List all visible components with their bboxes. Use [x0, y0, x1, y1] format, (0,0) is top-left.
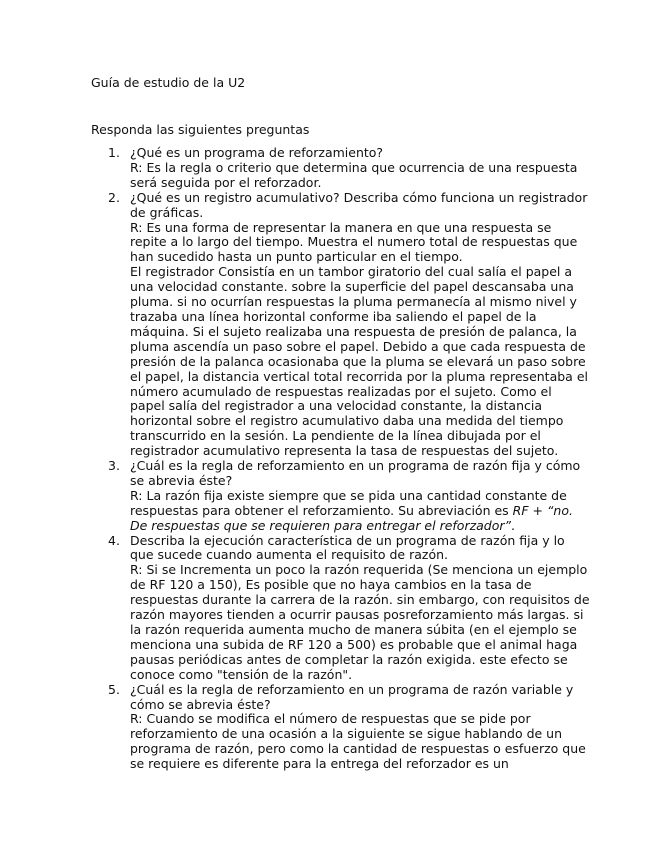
answer-line: repite a lo largo del tiempo. Muestra el numero total de respuestas que	[130, 234, 578, 250]
answer-line: de RF 120 a 150), Es posible que no haya cambios en la tasa de	[130, 577, 532, 593]
answer-line: pausas periódicas antes de completar la razón exigida. este efecto se	[130, 651, 568, 667]
abbreviation-text: RF + “no.	[512, 502, 573, 518]
answer-line: El registrador Consistía en un tambor giratorio del cual salía el papel a	[130, 264, 573, 280]
answer-line: han sucedido hasta un punto particular en el tiempo.	[130, 249, 463, 265]
answer-line: menciona una subida de RF 120 a 500) es probable que el animal haga	[130, 636, 578, 652]
answer-line: la razón requerida aumenta mucho de manera súbita (en el ejemplo se	[130, 622, 577, 637]
answer-line: reforzamiento de una ocasión a la siguiente se sigue hablando de un	[130, 726, 563, 742]
question-item-4	[108, 532, 590, 683]
questions-list	[108, 145, 590, 772]
answer-line: R: Si se Incrementa un poco la razón requerida (Se menciona un ejemplo	[130, 562, 588, 578]
question-line: cómo se abrevia éste?	[130, 696, 271, 712]
question-number: 3.	[108, 458, 120, 474]
answer-line: número acumulado de respuestas realizadas por el sujeto. Como el	[130, 383, 552, 399]
answer-line: R: Es una forma de representar la manera en que una respuesta se	[130, 219, 552, 235]
question-line: de gráficas.	[130, 204, 204, 220]
answer-line: papel salía del registrador a una velocidad constante, la distancia	[130, 398, 543, 414]
question-line: ¿Qué es un registro acumulativo? Describa cómo funciona un registrador	[130, 189, 588, 205]
answer-line: pluma ascendía un paso sobre el papel. Debido a que cada respuesta de	[130, 338, 586, 354]
question-line: Describa la ejecución característica de un programa de razón fija y lo	[130, 532, 565, 548]
instructions-text: Responda las siguientes preguntas	[91, 122, 310, 137]
question-number: 1.	[108, 145, 120, 160]
answer-line: R: Cuando se modifica el número de respuestas que se pide por	[130, 711, 531, 727]
answer-line: horizontal sobre el registro acumulativo daba una medida del tiempo	[130, 413, 564, 429]
answer-text: respuestas para obtener el reforzamiento. Su abreviación es	[130, 502, 513, 518]
answer-line: será seguida por el reforzador.	[130, 174, 322, 190]
answer-line: registrador acumulativo representa la tasa de respuestas del sujeto.	[130, 443, 559, 459]
question-line: se abrevia éste?	[130, 472, 233, 488]
question-line: ¿Cuál es la regla de reforzamiento en un programa de razón fija y cómo	[130, 458, 581, 474]
answer-line: se requiere es diferente para la entrega del reforzador es un	[130, 756, 509, 772]
question-line: que sucede cuando aumenta el requisito de razón.	[130, 547, 448, 563]
question-line: ¿Qué es un programa de reforzamiento?	[130, 145, 384, 160]
answer-line: R: Es la regla o criterio que determina que ocurrencia de una respuesta	[130, 159, 578, 175]
answer-line: una velocidad constante. sobre la superficie del papel descansaba una	[130, 279, 574, 295]
question-item-3	[108, 458, 581, 534]
answer-line: presión de la palanca ocasionaba que la pluma se elevará un paso sobre	[130, 353, 586, 369]
answer-line: razón mayores tienden a ocurrir pausas posreforzamiento más largas. si	[130, 607, 584, 623]
answer-line: pluma. si no ocurrían respuestas la pluma permanecía al mismo nivel y	[130, 294, 577, 310]
answer-line: programa de razón, pero como la cantidad de respuestas o esfuerzo que	[130, 741, 586, 757]
abbreviation-text: De respuestas que se requieren para entregar el reforzador”	[130, 517, 511, 533]
answer-text: .	[511, 517, 515, 533]
answer-line	[130, 519, 570, 534]
question-item-1	[108, 145, 578, 191]
document-title: Guía de estudio de la U2	[91, 75, 246, 90]
answer-line: el papel, la distancia vertical total recorrida por la pluma representaba el	[130, 368, 588, 384]
question-item-5	[108, 681, 586, 772]
question-number: 5.	[108, 681, 120, 697]
question-number: 2.	[108, 189, 120, 205]
answer-line: trazaba una línea horizontal conforme iba saliendo el papel de la	[130, 308, 537, 324]
answer-line: R: La razón fija existe siempre que se pida una cantidad constante de	[130, 487, 567, 503]
answer-line: transcurrido en la sesión. La pendiente de la línea dibujada por el	[130, 428, 541, 444]
answer-line	[130, 502, 573, 519]
question-line: ¿Cuál es la regla de reforzamiento en un programa de razón variable y	[130, 681, 574, 697]
question-item-2	[108, 189, 588, 459]
answer-line: respuestas durante la carrera de la razón. sin embargo, con requisitos de	[130, 592, 590, 608]
answer-line: conoce como "tensión de la razón".	[130, 666, 353, 682]
answer-line: máquina. Si el sujeto realizaba una respuesta de presión de palanca, la	[130, 323, 577, 339]
question-number: 4.	[108, 532, 120, 548]
